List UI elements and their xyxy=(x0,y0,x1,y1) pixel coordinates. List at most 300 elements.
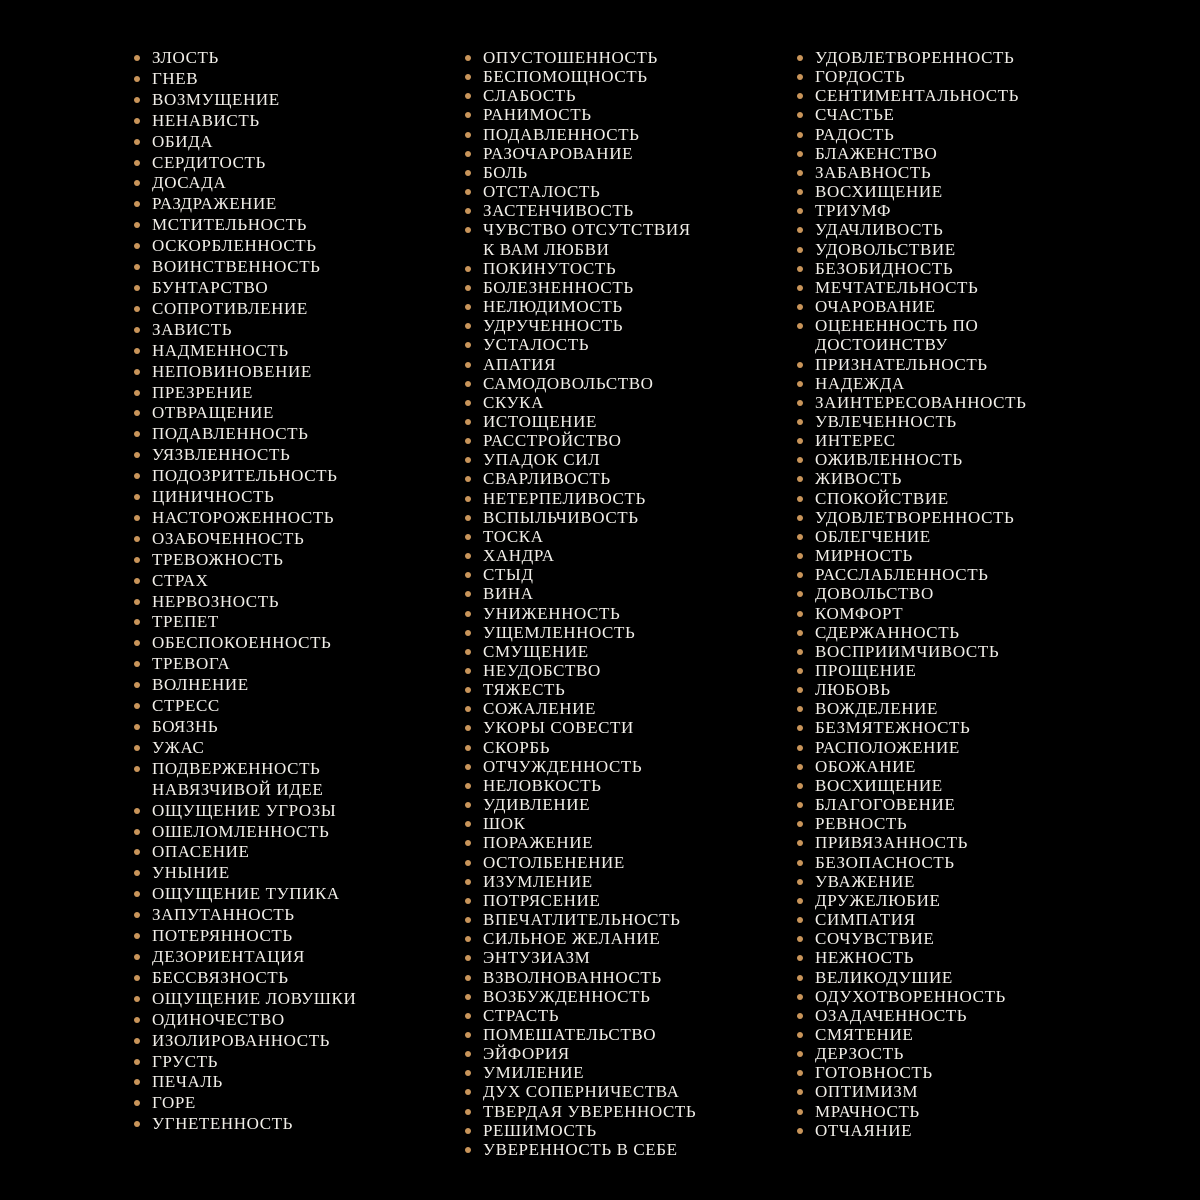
emotion-label: БЕССВЯЗНОСТЬ xyxy=(152,967,289,987)
bullet-dot-icon xyxy=(465,955,471,961)
emotion-label: БЛАЖЕНСТВО xyxy=(815,143,938,163)
emotion-list-item xyxy=(134,299,434,320)
bullet-dot-icon xyxy=(134,180,140,186)
bullet-dot-icon xyxy=(797,783,803,789)
bullet-dot-icon xyxy=(134,578,140,584)
bullet-dot-icon xyxy=(797,936,803,942)
emotion-list-item xyxy=(134,424,434,445)
emotion-label: БОЯЗНЬ xyxy=(152,717,219,736)
emotion-list-item xyxy=(465,1140,775,1159)
emotion-list-item xyxy=(134,90,434,111)
emotion-label: РЕВНОСТЬ xyxy=(815,814,908,834)
emotion-list-item xyxy=(134,48,434,69)
bullet-dot-icon xyxy=(797,975,803,981)
bullet-dot-icon xyxy=(134,76,140,82)
emotion-list-item xyxy=(134,717,434,738)
bullet-dot-icon xyxy=(797,553,803,559)
bullet-dot-icon xyxy=(797,572,803,578)
emotion-list-item xyxy=(797,680,1117,699)
emotion-list-item xyxy=(465,1102,775,1121)
emotion-list-item xyxy=(134,215,434,236)
emotion-label: ПРИЗНАТЕЛЬНОСТЬ xyxy=(815,354,988,374)
emotion-list-item xyxy=(134,550,434,571)
bullet-dot-icon xyxy=(797,591,803,597)
bullet-dot-icon xyxy=(797,381,803,387)
bullet-dot-icon xyxy=(134,390,140,396)
emotion-label: ТРЕВОГА xyxy=(152,654,231,674)
emotion-list-item xyxy=(465,316,775,335)
emotion-list-item xyxy=(797,833,1117,852)
emotion-list-item xyxy=(797,1121,1117,1140)
bullet-dot-icon xyxy=(134,536,140,542)
bullet-dot-icon xyxy=(797,227,803,233)
bullet-dot-icon xyxy=(134,1121,140,1127)
emotion-list-item xyxy=(465,431,775,450)
emotion-label: СТРЕСС xyxy=(152,696,220,716)
emotion-list-item xyxy=(797,948,1117,967)
emotion-list-item xyxy=(134,383,434,404)
bullet-dot-icon xyxy=(465,266,471,272)
emotion-list-item xyxy=(134,926,434,947)
bullet-dot-icon xyxy=(465,840,471,846)
emotion-list-item xyxy=(465,968,775,987)
bullet-dot-icon xyxy=(797,860,803,866)
bullet-dot-icon xyxy=(465,1013,471,1019)
emotion-label: РАЗОЧАРОВАНИЕ xyxy=(483,143,634,163)
emotion-label: ХАНДРА xyxy=(483,546,555,566)
emotion-label: ВОСХИЩЕНИЕ xyxy=(815,182,943,202)
emotion-label: ВОИНСТВЕННОСТЬ xyxy=(152,257,321,277)
emotion-label: ГОТОВНОСТЬ xyxy=(815,1063,933,1083)
emotion-label: ВОЗБУЖДЕННОСТЬ xyxy=(483,986,651,1006)
bullet-dot-icon xyxy=(134,661,140,667)
emotion-label: СИЛЬНОЕ ЖЕЛАНИЕ xyxy=(483,929,661,949)
bullet-dot-icon xyxy=(134,619,140,625)
emotion-label: ОЦЕНЕННОСТЬ ПО ДОСТОИНСТВУ xyxy=(815,316,979,355)
emotion-label: РАСПОЛОЖЕНИЕ xyxy=(815,737,960,757)
emotion-list-item xyxy=(465,67,775,86)
emotion-list-item xyxy=(797,565,1117,584)
bullet-dot-icon xyxy=(465,706,471,712)
emotion-list-item xyxy=(797,105,1117,124)
emotion-label: БЕЗОБИДНОСТЬ xyxy=(815,258,954,278)
emotion-label: ЭЙФОРИЯ xyxy=(483,1044,570,1064)
bullet-dot-icon xyxy=(134,369,140,375)
bullet-dot-icon xyxy=(134,954,140,960)
emotion-list-item xyxy=(134,320,434,341)
emotion-list-item xyxy=(465,872,775,891)
emotion-list-column-3 xyxy=(797,48,1117,1140)
emotion-label: УДАЧЛИВОСТЬ xyxy=(815,220,944,240)
emotion-label: ОЩУЩЕНИЕ УГРОЗЫ xyxy=(152,800,337,820)
emotion-label: ДЕРЗОСТЬ xyxy=(815,1044,904,1064)
emotion-label: ГНЕВ xyxy=(152,68,199,88)
emotion-list-item xyxy=(797,661,1117,680)
bullet-dot-icon xyxy=(797,1051,803,1057)
emotion-list-item xyxy=(797,718,1117,737)
bullet-dot-icon xyxy=(465,879,471,885)
emotion-label: УВЛЕЧЕННОСТЬ xyxy=(815,411,957,431)
bullet-dot-icon xyxy=(465,457,471,463)
emotion-list-item xyxy=(465,105,775,124)
emotion-list-item xyxy=(134,194,434,215)
bullet-dot-icon xyxy=(134,724,140,730)
emotion-list-item xyxy=(797,163,1117,182)
emotion-list-item xyxy=(134,362,434,383)
bullet-dot-icon xyxy=(797,802,803,808)
emotion-label: НЕУДОБСТВО xyxy=(483,661,601,680)
emotion-label: НАСТОРОЖЕННОСТЬ xyxy=(152,507,335,527)
emotion-list-item xyxy=(134,278,434,299)
bullet-dot-icon xyxy=(797,745,803,751)
bullet-dot-icon xyxy=(465,1070,471,1076)
bullet-dot-icon xyxy=(797,1128,803,1134)
emotion-label: ДУХ СОПЕРНИЧЕСТВА xyxy=(483,1082,680,1102)
emotion-label: САМОДОВОЛЬСТВО xyxy=(483,373,654,393)
emotion-list-item xyxy=(797,1102,1117,1121)
emotion-label: ДРУЖЕЛЮБИЕ xyxy=(815,890,941,910)
emotion-label: СВАРЛИВОСТЬ xyxy=(483,469,611,489)
emotion-label: ВСПЫЛЬЧИВОСТЬ xyxy=(483,507,639,527)
emotion-label: СМУЩЕНИЕ xyxy=(483,641,589,661)
bullet-dot-icon xyxy=(797,55,803,61)
emotion-list-item xyxy=(465,546,775,565)
emotion-label: СОЖАЛЕНИЕ xyxy=(483,699,596,719)
emotion-label: ОЩУЩЕНИЕ ТУПИКА xyxy=(152,884,340,904)
bullet-dot-icon xyxy=(465,151,471,157)
emotion-label: ПРИВЯЗАННОСТЬ xyxy=(815,833,968,853)
emotion-list-item xyxy=(465,412,775,431)
bullet-dot-icon xyxy=(134,640,140,646)
bullet-dot-icon xyxy=(465,55,471,61)
emotion-list-item xyxy=(134,947,434,968)
bullet-dot-icon xyxy=(134,766,140,772)
emotion-list-item xyxy=(797,259,1117,278)
emotion-list-item xyxy=(797,1006,1117,1025)
emotion-list-item xyxy=(134,571,434,592)
emotion-label: ТРИУМФ xyxy=(815,201,892,221)
emotion-label: ОПУСТОШЕННОСТЬ xyxy=(483,48,658,67)
bullet-dot-icon xyxy=(465,898,471,904)
emotion-list-item xyxy=(797,776,1117,795)
bullet-dot-icon xyxy=(797,304,803,310)
emotion-label: МРАЧНОСТЬ xyxy=(815,1101,920,1121)
emotion-label: НЕПОВИНОВЕНИЕ xyxy=(152,361,312,381)
bullet-dot-icon xyxy=(134,222,140,228)
emotion-label: ОТВРАЩЕНИЕ xyxy=(152,403,275,423)
emotion-list-item xyxy=(797,872,1117,891)
emotion-list-item xyxy=(797,450,1117,469)
emotion-label: ПОДАВЛЕННОСТЬ xyxy=(483,124,640,144)
emotion-label: НЕЛЮДИМОСТЬ xyxy=(483,297,623,317)
bullet-dot-icon xyxy=(134,975,140,981)
bullet-dot-icon xyxy=(797,840,803,846)
emotion-list-item xyxy=(134,508,434,529)
emotion-label: ВОЗМУЩЕНИЕ xyxy=(152,89,280,109)
emotion-label: УНЫНИЕ xyxy=(152,863,230,883)
emotion-label: ОБИДА xyxy=(152,131,214,151)
emotion-label: РАНИМОСТЬ xyxy=(483,105,592,125)
bullet-dot-icon xyxy=(465,783,471,789)
emotion-label: ВОЛНЕНИЕ xyxy=(152,675,249,695)
bullet-dot-icon xyxy=(465,591,471,597)
emotion-label: РЕШИМОСТЬ xyxy=(483,1120,597,1140)
emotion-list-item xyxy=(134,173,434,194)
emotion-label: ОПТИМИЗМ xyxy=(815,1082,919,1102)
emotion-label: РАДОСТЬ xyxy=(815,124,895,144)
emotion-label: ОПАСЕНИЕ xyxy=(152,842,250,862)
bullet-dot-icon xyxy=(797,189,803,195)
bullet-dot-icon xyxy=(797,93,803,99)
bullet-dot-icon xyxy=(134,933,140,939)
bullet-dot-icon xyxy=(465,476,471,482)
emotion-label: УДИВЛЕНИЕ xyxy=(483,795,591,815)
bullet-dot-icon xyxy=(465,74,471,80)
bullet-dot-icon xyxy=(797,534,803,540)
bullet-dot-icon xyxy=(797,955,803,961)
emotion-list-item xyxy=(797,278,1117,297)
bullet-dot-icon xyxy=(465,860,471,866)
emotion-label: ПОДАВЛЕННОСТЬ xyxy=(152,424,309,444)
bullet-dot-icon xyxy=(134,1017,140,1023)
bullet-dot-icon xyxy=(797,419,803,425)
emotion-list-item xyxy=(465,776,775,795)
emotion-label: ЖИВОСТЬ xyxy=(815,469,903,489)
emotion-list-item xyxy=(797,1063,1117,1082)
emotion-list-item xyxy=(797,910,1117,929)
emotion-label: ОБЛЕГЧЕНИЕ xyxy=(815,526,931,546)
emotion-list-item xyxy=(797,489,1117,508)
emotion-label: ЦИНИЧНОСТЬ xyxy=(152,487,275,507)
bullet-dot-icon xyxy=(134,348,140,354)
emotion-label: УНИЖЕННОСТЬ xyxy=(483,603,621,623)
bullet-dot-icon xyxy=(465,93,471,99)
bullet-dot-icon xyxy=(465,1147,471,1153)
bullet-dot-icon xyxy=(134,431,140,437)
emotion-list-item xyxy=(797,374,1117,393)
emotion-list-item xyxy=(797,182,1117,201)
emotion-label: СКОРБЬ xyxy=(483,737,551,757)
emotion-label: УЩЕМЛЕННОСТЬ xyxy=(483,622,636,642)
bullet-dot-icon xyxy=(134,55,140,61)
emotion-list-item xyxy=(465,489,775,508)
bullet-dot-icon xyxy=(797,649,803,655)
bullet-dot-icon xyxy=(797,764,803,770)
emotion-list-item xyxy=(797,48,1117,67)
emotion-label: ЭНТУЗИАЗМ xyxy=(483,948,591,968)
emotion-label: ЗАПУТАННОСТЬ xyxy=(152,905,295,925)
emotion-list-item xyxy=(134,69,434,90)
emotion-list-item xyxy=(465,259,775,278)
emotion-list-item xyxy=(465,278,775,297)
emotion-label: ОЗАБОЧЕННОСТЬ xyxy=(152,528,305,548)
bullet-dot-icon xyxy=(134,912,140,918)
emotion-label: НЕРВОЗНОСТЬ xyxy=(152,591,280,611)
bullet-dot-icon xyxy=(465,381,471,387)
bullet-dot-icon xyxy=(797,917,803,923)
emotion-list-item xyxy=(465,565,775,584)
emotion-label: ДЕЗОРИЕНТАЦИЯ xyxy=(152,946,305,966)
emotion-list-item xyxy=(465,891,775,910)
bullet-dot-icon xyxy=(465,1032,471,1038)
emotion-list-item xyxy=(797,144,1117,163)
emotion-label: ОТЧАЯНИЕ xyxy=(815,1120,913,1140)
bullet-dot-icon xyxy=(134,118,140,124)
emotion-label: СКУКА xyxy=(483,392,544,412)
emotion-label: ОЧАРОВАНИЕ xyxy=(815,297,936,317)
emotion-list-item xyxy=(465,1025,775,1044)
emotion-list-item xyxy=(797,297,1117,316)
emotion-list-item xyxy=(465,699,775,718)
emotion-label: ЗАВИСТЬ xyxy=(152,319,233,339)
emotion-list-item xyxy=(465,987,775,1006)
bullet-dot-icon xyxy=(465,285,471,291)
emotion-label: СОПРОТИВЛЕНИЕ xyxy=(152,298,308,318)
emotion-list-item xyxy=(797,546,1117,565)
bullet-dot-icon xyxy=(134,410,140,416)
emotion-list-item xyxy=(797,125,1117,144)
bullet-dot-icon xyxy=(465,362,471,368)
emotion-list-item xyxy=(134,1093,434,1114)
emotion-list-item xyxy=(797,508,1117,527)
bullet-dot-icon xyxy=(134,1038,140,1044)
bullet-dot-icon xyxy=(134,703,140,709)
emotion-list-item xyxy=(465,929,775,948)
bullet-dot-icon xyxy=(465,496,471,502)
emotion-list-item xyxy=(465,450,775,469)
bullet-dot-icon xyxy=(797,1013,803,1019)
bullet-dot-icon xyxy=(465,342,471,348)
emotion-label: ОСКОРБЛЕННОСТЬ xyxy=(152,236,317,256)
bullet-dot-icon xyxy=(134,1100,140,1106)
bullet-dot-icon xyxy=(465,553,471,559)
emotion-label: СЧАСТЬЕ xyxy=(815,105,895,125)
bullet-dot-icon xyxy=(797,706,803,712)
bullet-dot-icon xyxy=(465,649,471,655)
emotion-list-item xyxy=(134,675,434,696)
emotion-list-item xyxy=(465,661,775,680)
bullet-dot-icon xyxy=(465,687,471,693)
emotion-label: УМИЛЕНИЕ xyxy=(483,1063,585,1083)
emotion-list-item xyxy=(134,487,434,508)
bullet-dot-icon xyxy=(134,264,140,270)
bullet-dot-icon xyxy=(134,452,140,458)
bullet-dot-icon xyxy=(134,494,140,500)
emotion-list-item xyxy=(465,393,775,412)
bullet-dot-icon xyxy=(134,327,140,333)
bullet-dot-icon xyxy=(797,476,803,482)
emotion-label: БЕЗОПАСНОСТЬ xyxy=(815,852,955,872)
bullet-dot-icon xyxy=(465,611,471,617)
emotion-label: СДЕРЖАННОСТЬ xyxy=(815,622,960,642)
emotion-label: СЕНТИМЕНТАЛЬНОСТЬ xyxy=(815,86,1019,106)
emotion-list-item xyxy=(134,1010,434,1031)
emotion-list-item xyxy=(465,718,775,737)
bullet-dot-icon xyxy=(797,898,803,904)
emotion-label: НЕЖНОСТЬ xyxy=(815,948,914,968)
bullet-dot-icon xyxy=(465,534,471,540)
emotion-list-item xyxy=(465,86,775,105)
bullet-dot-icon xyxy=(797,879,803,885)
emotion-label: ГОРДОСТЬ xyxy=(815,67,906,87)
emotion-label: БОЛЕЗНЕННОСТЬ xyxy=(483,277,634,297)
emotion-label: АПАТИЯ xyxy=(483,354,556,374)
bullet-dot-icon xyxy=(134,243,140,249)
bullet-dot-icon xyxy=(797,438,803,444)
emotion-label: НЕНАВИСТЬ xyxy=(152,110,260,130)
bullet-dot-icon xyxy=(797,1070,803,1076)
emotion-label: ЗЛОСТЬ xyxy=(152,48,219,67)
bullet-dot-icon xyxy=(465,668,471,674)
emotion-list-column-1 xyxy=(134,48,434,1135)
bullet-dot-icon xyxy=(134,306,140,312)
emotion-list-item xyxy=(465,220,775,258)
emotion-label: УГНЕТЕННОСТЬ xyxy=(152,1114,294,1134)
emotion-label: СЕРДИТОСТЬ xyxy=(152,152,266,172)
emotion-list-item xyxy=(134,153,434,174)
emotion-label: МЕЧТАТЕЛЬНОСТЬ xyxy=(815,277,979,297)
emotion-list-item xyxy=(797,527,1117,546)
emotion-list-item xyxy=(134,738,434,759)
bullet-dot-icon xyxy=(465,438,471,444)
emotion-label: УКОРЫ СОВЕСТИ xyxy=(483,718,634,738)
emotion-list-item xyxy=(134,968,434,989)
emotion-label: ПОДВЕРЖЕННОСТЬ НАВЯЗЧИВОЙ ИДЕЕ xyxy=(152,758,324,799)
bullet-dot-icon xyxy=(465,323,471,329)
emotion-list-item xyxy=(134,801,434,822)
emotion-list-item xyxy=(134,445,434,466)
bullet-dot-icon xyxy=(134,473,140,479)
emotion-label: ЗАИНТЕРЕСОВАННОСТЬ xyxy=(815,392,1027,412)
emotion-list-item xyxy=(465,144,775,163)
emotion-label: ОБОЖАНИЕ xyxy=(815,756,917,776)
emotion-label: ОЖИВЛЕННОСТЬ xyxy=(815,450,963,470)
emotion-label: ПОРАЖЕНИЕ xyxy=(483,833,594,853)
emotion-label: СТРАСТЬ xyxy=(483,1005,560,1025)
emotion-label: РАССТРОЙСТВО xyxy=(483,431,622,451)
bullet-dot-icon xyxy=(134,682,140,688)
bullet-dot-icon xyxy=(797,821,803,827)
bullet-dot-icon xyxy=(465,419,471,425)
emotion-list-item xyxy=(134,696,434,717)
emotion-list-item xyxy=(797,795,1117,814)
emotion-label: ОДИНОЧЕСТВО xyxy=(152,1009,285,1029)
bullet-dot-icon xyxy=(134,996,140,1002)
bullet-dot-icon xyxy=(797,994,803,1000)
emotion-label: БЛАГОГОВЕНИЕ xyxy=(815,795,956,815)
bullet-dot-icon xyxy=(465,994,471,1000)
emotion-list-item xyxy=(797,412,1117,431)
emotion-list-item xyxy=(465,527,775,546)
emotion-list-item xyxy=(465,335,775,354)
emotion-label: ДОСАДА xyxy=(152,173,227,193)
emotion-label: ПОДОЗРИТЕЛЬНОСТЬ xyxy=(152,466,338,486)
emotion-list-item xyxy=(465,201,775,220)
emotion-label: УВЕРЕННОСТЬ В СЕБЕ xyxy=(483,1139,678,1159)
emotion-list-item xyxy=(797,1044,1117,1063)
bullet-dot-icon xyxy=(134,808,140,814)
bullet-dot-icon xyxy=(797,725,803,731)
emotion-label: ПРЕЗРЕНИЕ xyxy=(152,382,254,402)
emotion-label: ЛЮБОВЬ xyxy=(815,680,891,700)
emotion-label: ШОК xyxy=(483,814,526,834)
emotion-list-item xyxy=(465,374,775,393)
bullet-dot-icon xyxy=(465,189,471,195)
emotion-label: СМЯТЕНИЕ xyxy=(815,1024,914,1044)
bullet-dot-icon xyxy=(465,400,471,406)
bullet-dot-icon xyxy=(465,917,471,923)
emotion-list-item xyxy=(465,853,775,872)
